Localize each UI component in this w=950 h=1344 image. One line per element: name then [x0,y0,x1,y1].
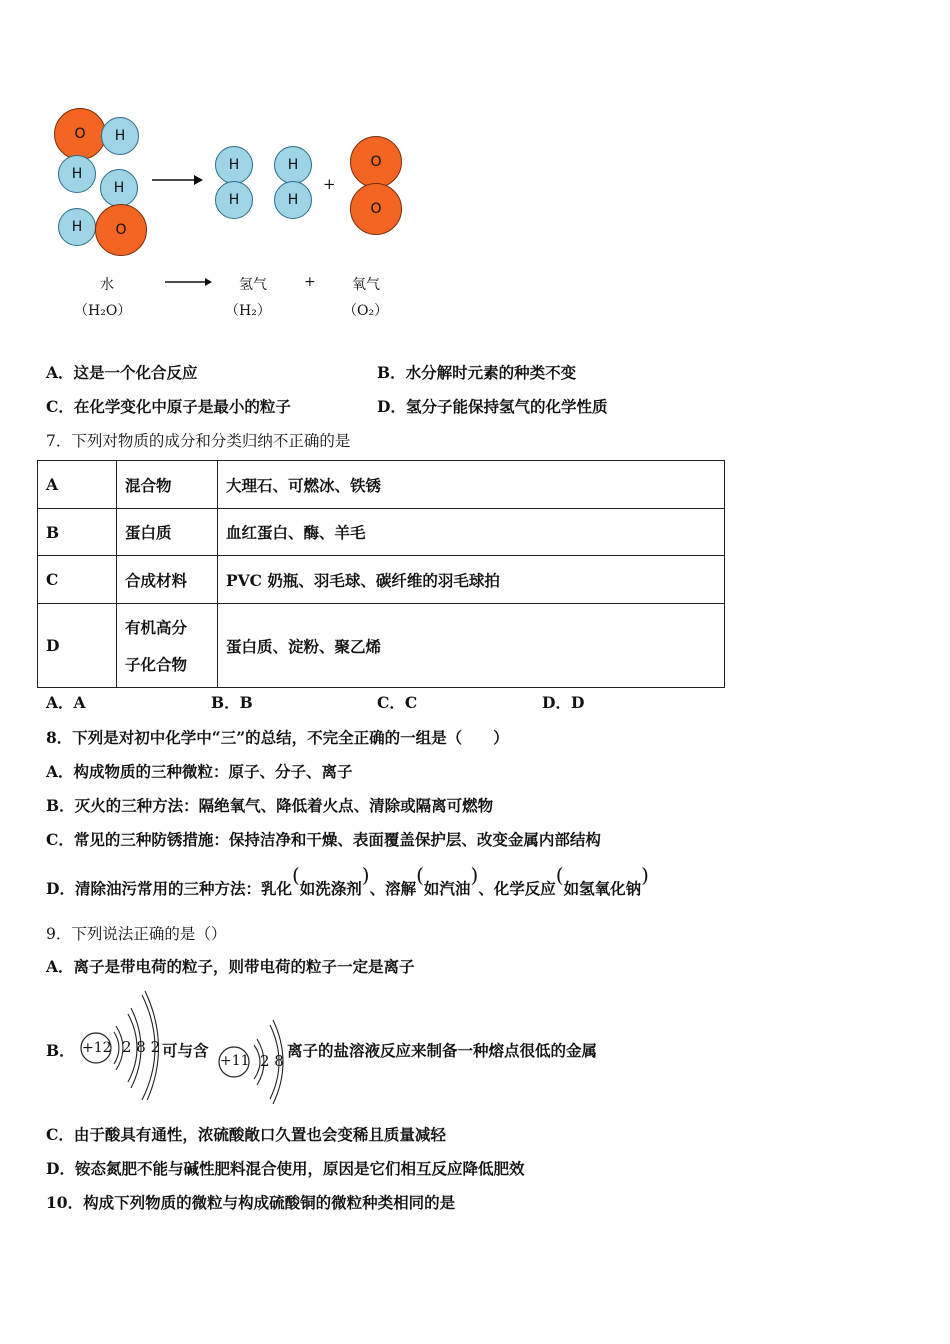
q9-option-d[interactable]: D．铵态氮肥不能与碱性肥料混合使用，原因是它们相互反应降低肥效 [46,1159,525,1178]
oxygen-atom: O [54,108,106,160]
row-category: 混合物 [117,461,218,509]
hydrogen-atom: H [58,155,96,193]
water-label: 水 [100,277,114,293]
paren-open: ( [416,863,424,887]
q8-option-a[interactable]: A．构成物质的三种微粒：原子、分子、离子 [46,762,353,781]
na-nucleus-charge: +11 [220,1053,250,1069]
table-row [38,509,725,556]
option-text: 、化学反应 [478,879,556,898]
row-key: A [38,461,117,509]
option-text: 、溶解 [369,879,417,898]
row-category [117,604,218,688]
na-shell-electrons: 2 8 [260,1052,284,1070]
oxygen-atom: O [350,136,402,188]
q8-option-d[interactable] [46,863,649,899]
q6-option-b[interactable]: B．水分解时元素的种类不变 [377,363,577,382]
q7-option-c[interactable]: C．C [377,693,418,712]
paren-close: ) [641,863,649,887]
hydrogen-atom: H [100,169,138,207]
row-category: 蛋白质 [117,509,218,556]
option-text: 如氢氧化钠 [563,879,642,898]
oxygen-label: 氧气 [352,277,380,293]
row-key: C [38,556,117,604]
category-line: 有机高分 [125,617,188,637]
row-items: 大理石、可燃冰、铁锈 [218,461,725,509]
row-category: 合成材料 [117,556,218,604]
oxygen-atom: O [95,204,147,256]
oxygen-formula: （O₂） [343,303,389,319]
water-formula: （H₂O） [74,303,132,319]
row-key: B [38,509,117,556]
table-row [38,556,725,604]
q8-option-c[interactable]: C．常见的三种防锈措施：保持洁净和干燥、表面覆盖保护层、改变金属内部结构 [46,830,601,849]
row-key: D [38,604,117,688]
q7-classification-table [37,460,725,688]
q7-option-b[interactable]: B．B [211,693,253,712]
q9-option-c[interactable]: C．由于酸具有通性，浓硫酸敞口久置也会变稀且质量减轻 [46,1125,446,1144]
option-text: 如洗涤剂 [299,879,362,898]
arrow-icon [150,170,204,190]
row-items: 血红蛋白、酶、羊毛 [218,509,725,556]
q10-stem: 10．构成下列物质的微粒与构成硫酸铜的微粒种类相同的是 [46,1193,456,1212]
arrow-icon [163,274,213,290]
q6-option-d[interactable]: D．氢分子能保持氢气的化学性质 [377,397,608,416]
option-text: D．清除油污常用的三种方法：乳化 [46,879,292,898]
row-items: PVC 奶瓶、羽毛球、碳纤维的羽毛球拍 [218,556,725,604]
category-line: 子化合物 [125,654,188,674]
hydrogen-atom: H [274,146,312,184]
mg-nucleus-charge: +12 [82,1040,112,1056]
hydrogen-atom: H [101,117,139,155]
table-row [38,604,725,688]
q9-option-a[interactable]: A．离子是带电荷的粒子，则带电荷的粒子一定是离子 [46,957,415,976]
q9-option-b-label[interactable]: B． [46,1041,75,1060]
plus-sign: + [323,175,336,193]
hydrogen-formula: （H₂） [225,303,271,319]
hydrogen-atom: H [58,208,96,246]
row-items: 蛋白质、淀粉、聚乙烯 [218,604,725,688]
table-row [38,461,725,509]
q7-option-a[interactable]: A．A [46,693,86,712]
hydrogen-label: 氢气 [239,277,267,293]
option-text: 如汽油 [423,879,471,898]
q7-stem: 7．下列对物质的成分和分类归纳不正确的是 [46,432,351,450]
mg-shell-electrons: 2 8 2 [122,1038,161,1056]
q9-stem: 9．下列说法正确的是（） [46,925,227,943]
oxygen-atom: O [350,183,402,235]
q8-stem: 8．下列是对初中化学中“三”的总结，不完全正确的一组是（ ） [46,728,509,747]
paren-close: ) [470,863,479,887]
q8-option-b[interactable]: B．灭火的三种方法：隔绝氧气、降低着火点、清除或隔离可燃物 [46,796,494,815]
hydrogen-atom: H [215,146,253,184]
paren-close: ) [361,863,370,887]
hydrogen-atom: H [215,181,253,219]
q9-option-b-text: 可与含 [162,1041,209,1060]
q6-option-a[interactable]: A．这是一个化合反应 [46,363,198,382]
plus-sign: + [304,274,316,290]
q6-option-c[interactable]: C．在化学变化中原子是最小的粒子 [46,397,291,416]
hydrogen-atom: H [274,181,312,219]
paren-open: ( [555,863,564,887]
q7-option-d[interactable]: D．D [542,693,585,712]
paren-open: ( [291,863,300,887]
q9-option-b-text: 离子的盐溶液反应来制备一种熔点很低的金属 [287,1041,598,1060]
